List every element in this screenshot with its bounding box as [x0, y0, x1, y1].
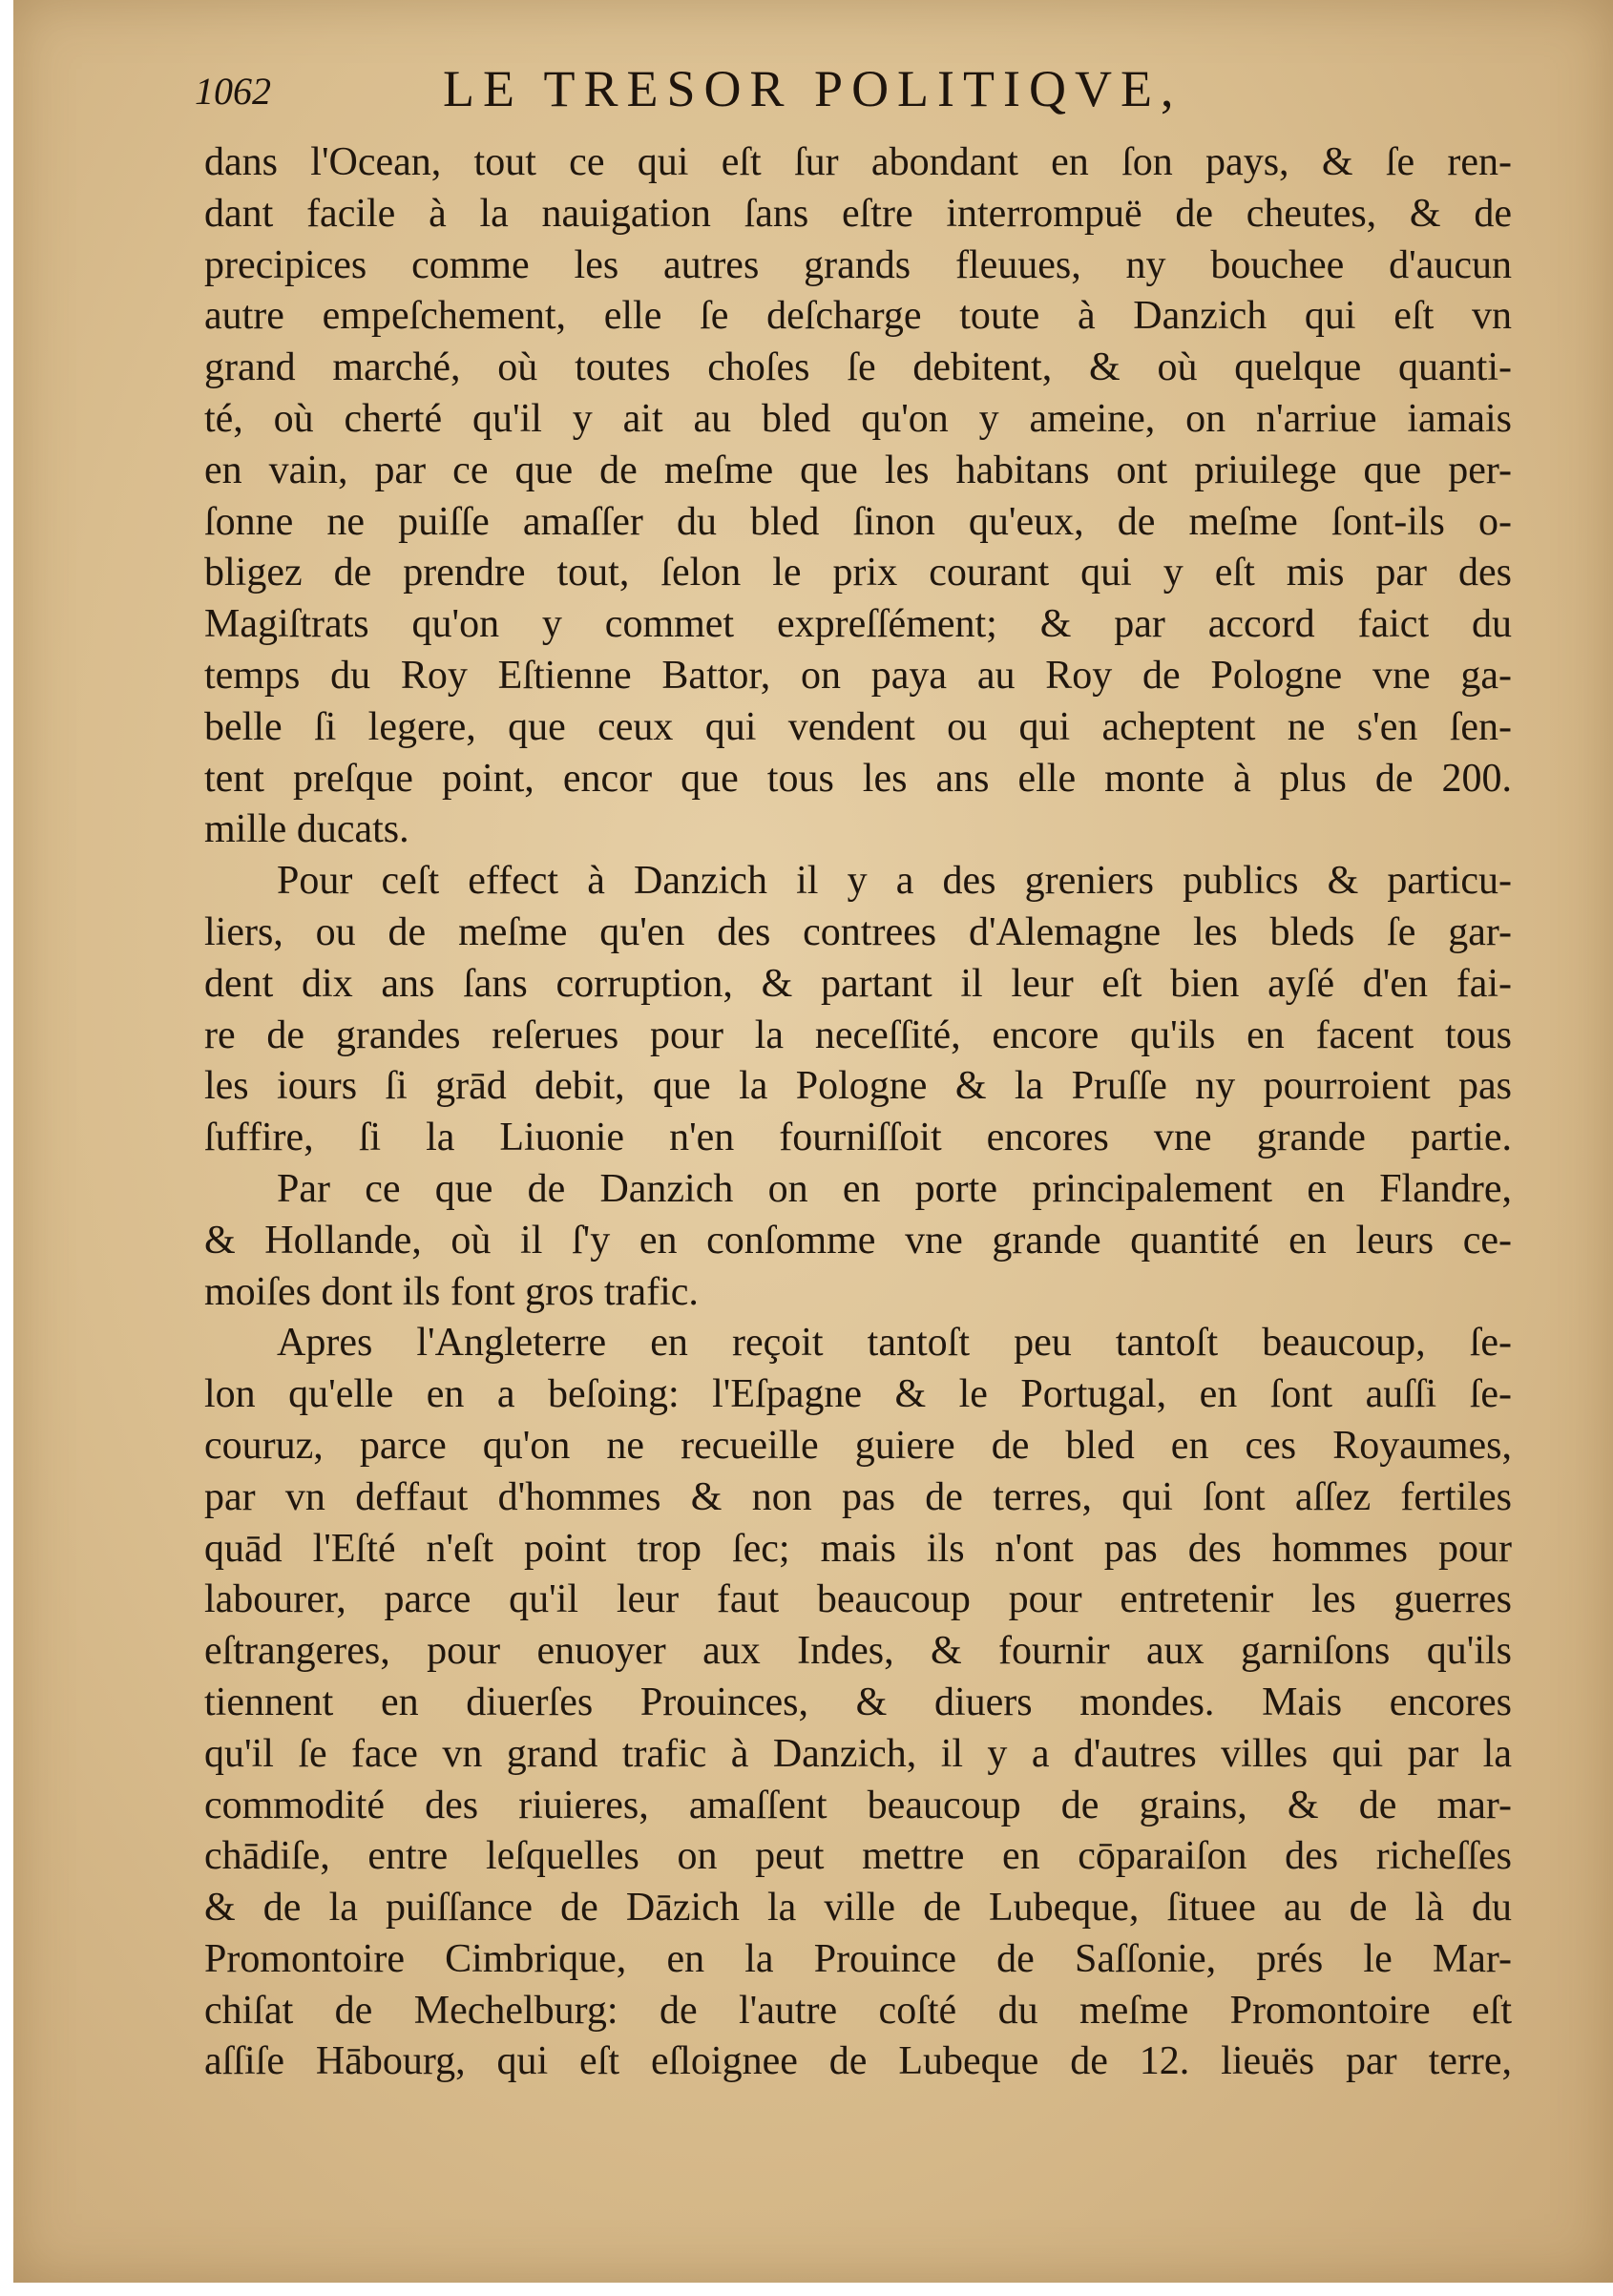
text-line: chiſat de Mechelburg: de l'autre coſté du meſme Promontoire eſt: [204, 1988, 1512, 2033]
text-line: Pour ceſt effect à Danzich il y a des greniers publics & particu-: [277, 859, 1512, 904]
text-line: grand marché, où toutes choſes ſe debitent, & où quelque quanti-: [204, 345, 1512, 390]
text-line: lon qu'elle en a beſoing: l'Eſpagne & le Portugal, en ſont auſſi ſe-: [204, 1372, 1512, 1417]
text-line: & Hollande, où il ſ'y en conſomme vne grande quantité en leurs ce-: [204, 1218, 1512, 1263]
text-line: precipices comme les autres grands fleuues, ny bouchee d'aucun: [204, 242, 1512, 287]
text-line: Promontoire Cimbrique, en la Prouince de Saſſonie, prés le Mar-: [204, 1936, 1512, 1981]
text-line: dans l'Ocean, tout ce qui eſt ſur abondant en ſon pays, & ſe ren-: [204, 140, 1512, 184]
text-line: Apres l'Angleterre en reçoit tantoſt peu tantoſt beaucoup, ſe-: [277, 1321, 1512, 1366]
page-header: [195, 59, 1550, 126]
page-number: 1062: [195, 70, 271, 113]
text-line: quād l'Eſté n'eſt point trop ſec; mais ils n'ont pas des hommes pour: [204, 1526, 1512, 1571]
text-line: dent dix ans ſans corruption, & partant il leur eſt bien ayſé d'en fai-: [204, 961, 1512, 1006]
text-line: temps du Roy Eſtienne Battor, on paya au Roy de Pologne vne ga-: [204, 653, 1512, 698]
text-line: labourer, parce qu'il leur faut beaucoup pour entretenir les guerres: [204, 1577, 1512, 1622]
text-line: en vain, par ce que de meſme que les habitans ont priuilege que per-: [204, 448, 1512, 492]
text-line: re de grandes reſerues pour la neceſſité, encore qu'ils en facent tous: [204, 1012, 1512, 1057]
text-line: Par ce que de Danzich on en porte principalement en Flandre,: [277, 1166, 1512, 1211]
text-line: commodité des riuieres, amaſſent beaucoup de grains, & de mar-: [204, 1783, 1512, 1827]
text-line: par vn deffaut d'hommes & non pas de terres, qui ſont aſſez fertiles: [204, 1474, 1512, 1519]
text-line: chādiſe, entre leſquelles on peut mettre en cōparaiſon des richeſſes: [204, 1834, 1512, 1879]
text-line: Magiſtrats qu'on y commet expreſſément; & par accord faict du: [204, 602, 1512, 647]
text-line: ſuffire, ſi la Liuonie n'en fourniſſoit encores vne grande partie.: [204, 1116, 1512, 1160]
text-line: dant facile à la nauigation ſans eſtre interrompuë de cheutes, & de: [204, 191, 1512, 236]
text-line: qu'il ſe face vn grand trafic à Danzich, il y a d'autres villes qui par la: [204, 1731, 1512, 1776]
text-line: tiennent en diuerſes Prouinces, & diuers mondes. Mais encores: [204, 1680, 1512, 1724]
book-page: [13, 0, 1613, 2283]
text-line: eſtrangeres, pour enuoyer aux Indes, & fournir aux garniſons qu'ils: [204, 1629, 1512, 1674]
text-line: & de la puiſſance de Dāzich la ville de Lubeque, ſituee au de là du: [204, 1886, 1512, 1931]
scan-margin: [0, 0, 13, 2296]
text-line: liers, ou de meſme qu'en des contrees d'Alemagne les bleds ſe gar-: [204, 909, 1512, 954]
text-line: moiſes dont ils font gros trafic.: [204, 1269, 699, 1314]
text-line: bligez de prendre tout, ſelon le prix courant qui y eſt mis par des: [204, 551, 1512, 595]
text-line: ſonne ne puiſſe amaſſer du bled ſinon qu'eux, de meſme ſont-ils o-: [204, 499, 1512, 544]
text-line: autre empeſchement, elle ſe deſcharge toute à Danzich qui eſt vn: [204, 294, 1512, 339]
text-line: les iours ſi grād debit, que la Pologne & la Pruſſe ny pourroient pas: [204, 1064, 1512, 1109]
text-line: mille ducats.: [204, 807, 409, 852]
body-text: [204, 137, 1512, 2088]
text-line: couruz, parce qu'on ne recueille guiere de bled en ces Royaumes,: [204, 1423, 1512, 1468]
text-line: tent preſque point, encor que tous les ans elle monte à plus de 200.: [204, 756, 1512, 801]
text-line: belle ſi legere, que ceux qui vendent ou qui acheptent ne s'en ſen-: [204, 704, 1512, 749]
running-title: LE TRESOR POLITIQVE,: [443, 60, 1183, 117]
text-line: aſſiſe Hābourg, qui eſt eſloignee de Lubeque de 12. lieuës par terre,: [204, 2039, 1512, 2084]
text-line: té, où cherté qu'il y ait au bled qu'on y ameine, on n'arriue iamais: [204, 396, 1512, 441]
